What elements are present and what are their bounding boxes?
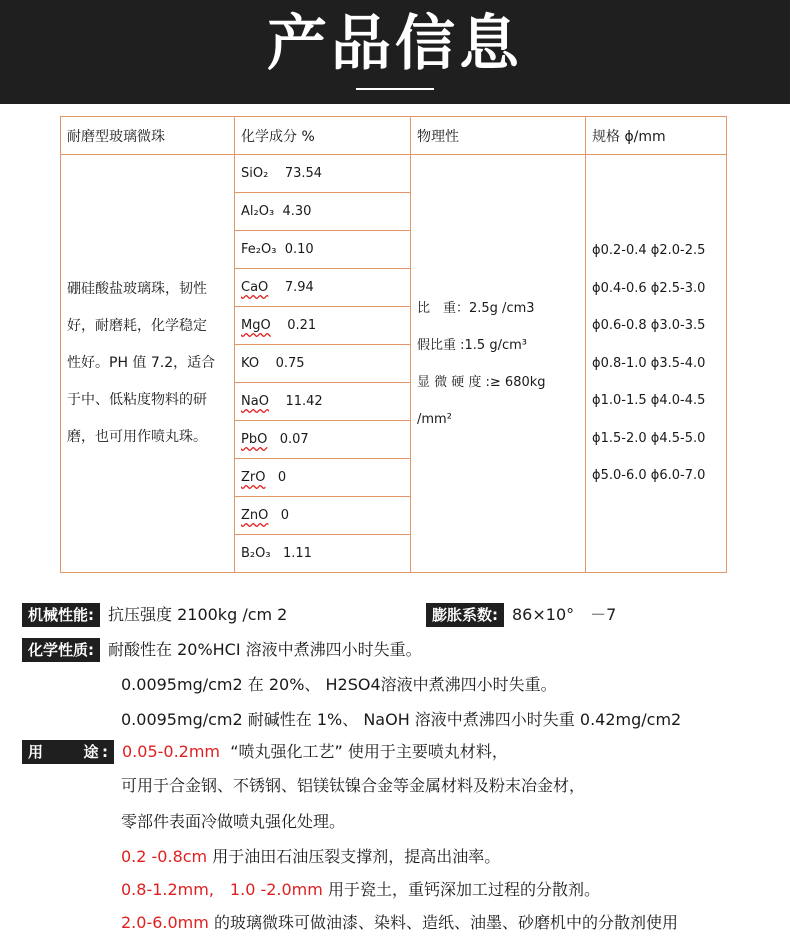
size-item: ϕ1.0-1.5 ϕ4.0-4.5 [592, 393, 706, 409]
size-item: ϕ1.5-2.0 ϕ4.5-5.0 [592, 430, 706, 446]
mechanical-text: 抗压强度 2100kg /cm 2 [108, 605, 288, 624]
mechanical-tag: 机械性能: [22, 603, 100, 627]
composition-row: ZrO 0 [235, 459, 411, 497]
composition-row: Fe₂O₃ 0.10 [235, 231, 411, 269]
size-item: ϕ0.8-1.0 ϕ3.5-4.0 [592, 355, 706, 371]
size-item: ϕ0.6-0.8 ϕ3.0-3.5 [592, 318, 706, 334]
composition-row: Al₂O₃ 4.30 [235, 193, 411, 231]
expansion-section [426, 598, 616, 632]
composition-row: PbO 0.07 [235, 421, 411, 459]
header-composition: 化学成分 % [235, 117, 411, 155]
usage-line-2: 可用于合金钢、不锈钢、铝镁钛镍合金等金属材料及粉末冶金材， [121, 776, 586, 795]
size-item: ϕ5.0-6.0 ϕ6.0-7.0 [592, 468, 706, 484]
usage-line-3: 零部件表面冷做喷丸强化处理。 [121, 812, 346, 831]
usage-line-6: 2.0-6.0mm 的玻璃微珠可做油漆、染料、造纸、油墨、砂磨机中的分散剂使用 [121, 913, 678, 932]
composition-row: NaO 11.42 [235, 383, 411, 421]
composition-row: SiO₂ 73.54 [235, 155, 411, 193]
composition-row: MgO 0.21 [235, 307, 411, 345]
usage-line-5: 0.8-1.2mm, 1.0 -2.0mm 用于瓷土，重钙深加工过程的分散剂。 [121, 880, 600, 899]
composition-row: B₂O₃ 1.11 [235, 535, 411, 573]
spec-table [60, 116, 727, 573]
mechanical-section [22, 598, 287, 632]
header-physical: 物理性 [411, 117, 586, 155]
size-list [586, 155, 727, 573]
composition-row: ZnO 0 [235, 497, 411, 535]
chemical-line-2: 0.0095mg/cm2 在 20%、 H2SO4溶液中煮沸四小时失重。 [121, 675, 557, 694]
table-header-row [61, 117, 727, 155]
expansion-text: 86×10° －7 [512, 605, 617, 624]
header-size: 规格 ϕ/mm [586, 117, 727, 155]
expansion-tag: 膨胀系数: [426, 603, 504, 627]
chemical-line-3: 0.0095mg/cm2 耐碱性在 1%、 NaOH 溶液中煮沸四小时失重 0.42mg/cm2 [121, 710, 682, 729]
size-item: ϕ0.2-0.4 ϕ2.0-2.5 [592, 243, 706, 259]
physical-properties: 比 重：2.5g /cm3 假比重 :1.5 g/cm³ 显 微 硬 度 :≥ 680kg /mm² [411, 155, 586, 573]
title-banner [0, 0, 790, 104]
title-underline [356, 88, 434, 90]
chemical-section: 化学性质: 耐酸性在 20%HCI 溶液中煮沸四小时失重。 [22, 633, 422, 667]
page-title: 产品信息 [267, 9, 523, 79]
header-product: 耐磨型玻璃微珠 [61, 117, 235, 155]
chemical-tag: 化学性质: [22, 638, 100, 662]
usage-tag: 用 途: [22, 740, 114, 764]
usage-section: 用 途: 0.05-0.2mm “喷丸强化工艺” 使用于主要喷丸材料， [22, 735, 508, 769]
composition-row: CaO 7.94 [235, 269, 411, 307]
usage-line-4: 0.2 -0.8cm 用于油田石油压裂支撑剂，提高出油率。 [121, 847, 501, 866]
product-description: 硼硅酸盐玻璃珠，韧性 好，耐磨耗，化学稳定 性好。PH 值 7.2，适合 于中、低粘度物料的研 磨，也可用作喷丸珠。 [61, 155, 235, 573]
size-item: ϕ0.4-0.6 ϕ2.5-3.0 [592, 280, 706, 296]
composition-row: KO 0.75 [235, 345, 411, 383]
